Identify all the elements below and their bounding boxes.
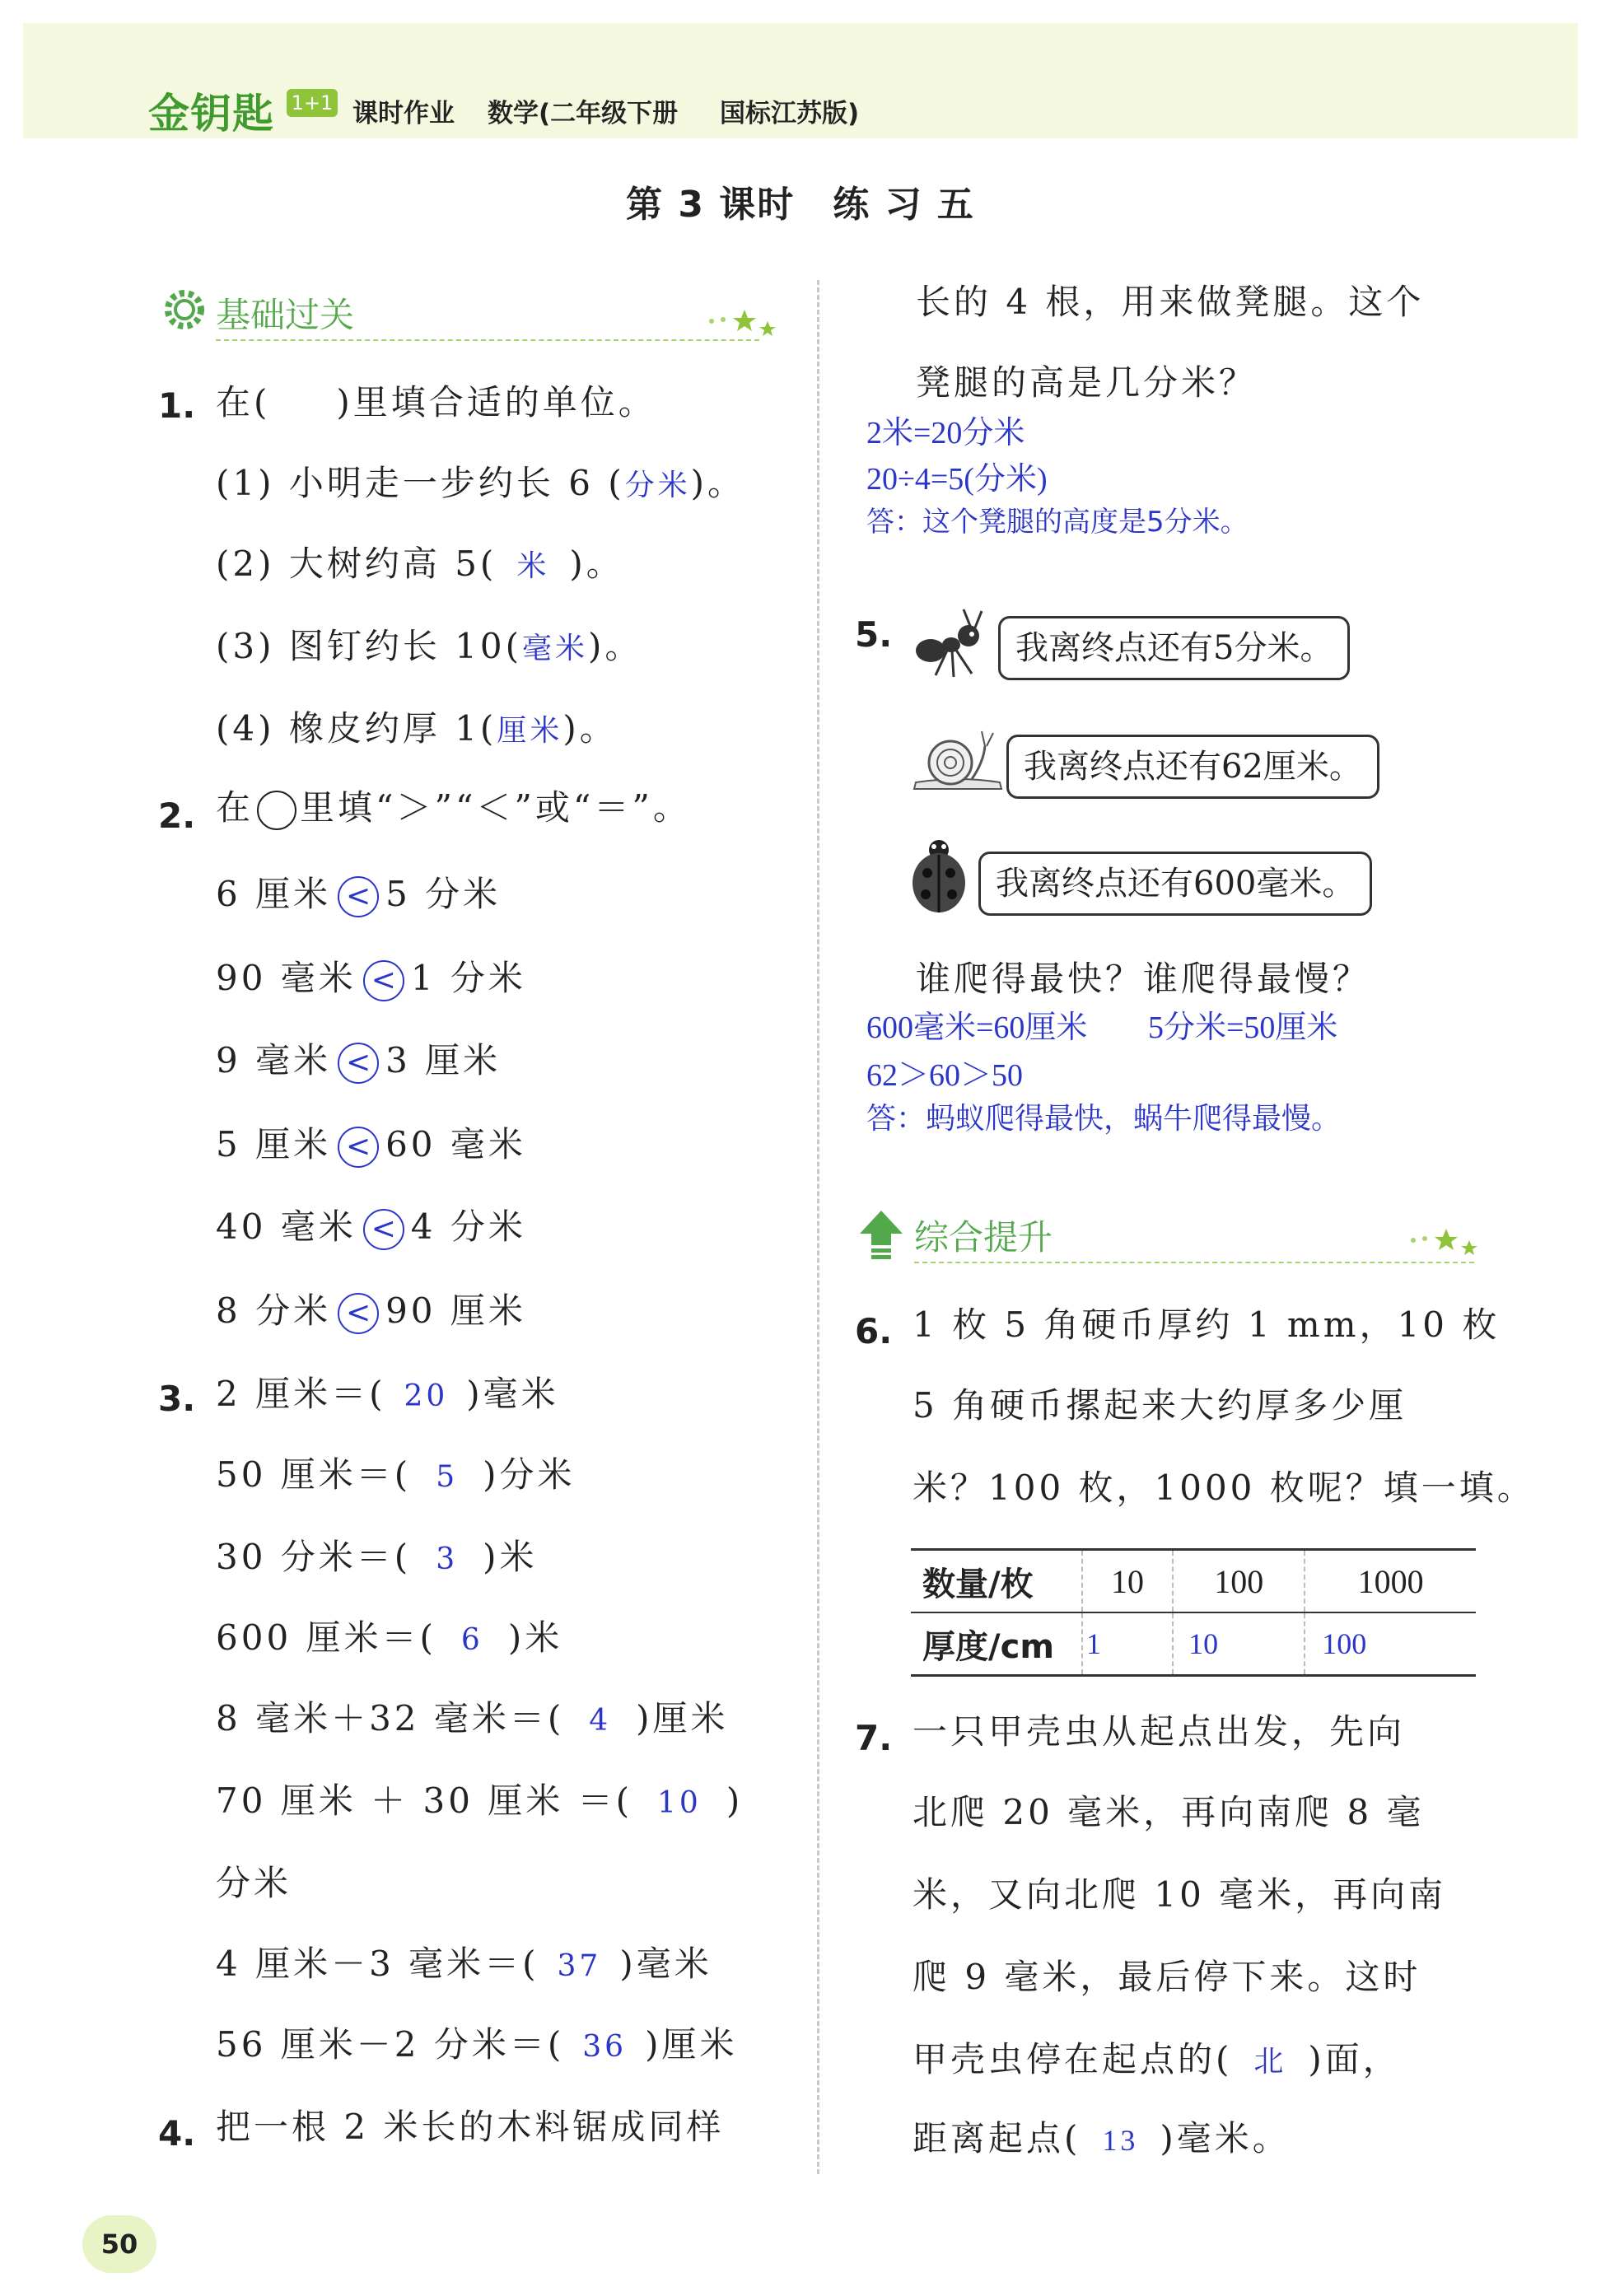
- q3-answer-7: 37: [557, 1949, 602, 1983]
- q3-item-2: 50 厘米＝( 5 )分米: [216, 1454, 576, 1495]
- q2-item-6: 8 分米 < 90 厘米: [216, 1293, 526, 1334]
- q4-line-1: 把一根 2 米长的木料锯成同样: [216, 2107, 725, 2147]
- table-cell: 10: [1082, 1551, 1173, 1612]
- table-row: [911, 1612, 1476, 1674]
- q1-answer-3: 毫米: [522, 632, 589, 665]
- q3-item-5: 8 毫米＋32 毫米＝( 4 )厘米: [216, 1698, 729, 1738]
- snail-speech-bubble: 我离终点还有62厘米。: [1006, 735, 1379, 799]
- upgrade-arrow-icon: [857, 1207, 906, 1263]
- brand-badge: 1+1: [287, 89, 338, 117]
- q1-item-1: (1) 小明走一步约长 6 (分米)。: [216, 463, 746, 503]
- q1-item-4: (4) 橡皮约厚 1(厘米)。: [216, 708, 618, 749]
- q7-number: 7.: [855, 1718, 893, 1758]
- q5-answer-compare: 62＞60＞50: [866, 1058, 1024, 1093]
- q7-line-4: 爬 9 毫米，最后停下来。这时: [913, 1957, 1421, 1997]
- q2-answer-3: <: [338, 1043, 379, 1084]
- q1-item-3: (3) 图钉约长 10(毫米)。: [216, 626, 643, 666]
- q3-item-3: 30 分米＝( 3 )米: [216, 1537, 538, 1577]
- q3-answer-1: 20: [404, 1379, 449, 1413]
- q4-number: 4.: [158, 2113, 196, 2154]
- page-title: 第 3 课时 练 习 五: [626, 184, 975, 226]
- q2-item-2: 90 毫米 < 1 分米: [216, 960, 526, 1001]
- q6-table: [911, 1548, 1476, 1677]
- ant-speech-bubble: 我离终点还有5分米。: [998, 616, 1350, 680]
- q7-answer-distance: 13: [1102, 2124, 1139, 2157]
- section-advanced-rule: [914, 1262, 1474, 1263]
- q7-line-5: 甲壳虫停在起点的( 北 )面，: [913, 2039, 1401, 2079]
- q7-line-2: 北爬 20 毫米，再向南爬 8 毫: [913, 1792, 1425, 1832]
- q4-line-3: 凳腿的高是几分米？: [916, 362, 1258, 403]
- q5-answer-conversion-1: 600毫米=60厘米: [866, 1010, 1088, 1045]
- column-divider: [817, 280, 819, 2174]
- q3-item-4: 600 厘米＝( 6 )米: [216, 1617, 563, 1658]
- table-cell: 100: [1173, 1551, 1305, 1612]
- q7-line-6: 距离起点( 13 )毫米。: [913, 2118, 1291, 2158]
- table-header-thickness: 厚度/cm: [911, 1612, 1082, 1674]
- q2-answer-4: <: [338, 1127, 379, 1168]
- q5-number: 5.: [855, 614, 893, 655]
- q6-line-1: 1 枚 5 角硬币厚约 1 mm，10 枚: [913, 1304, 1501, 1345]
- q1-answer-1: 分米: [624, 469, 691, 502]
- q3-item-7: 4 厘米－3 毫米＝( 37 )毫米: [216, 1944, 712, 1984]
- table-cell: 1000: [1305, 1551, 1476, 1612]
- q2-number: 2.: [158, 796, 196, 836]
- q1-item-2: (2) 大树约高 5( 米 )。: [216, 544, 624, 584]
- q3-answer-8: 36: [582, 2030, 628, 2064]
- edition-label: 国标江苏版): [720, 99, 860, 128]
- q2-answer-2: <: [363, 960, 404, 1001]
- q2-stem: 在 里填“＞”“＜”或“＝”。: [216, 791, 691, 830]
- table-answer-cell: 10: [1173, 1612, 1305, 1674]
- q2-item-1: 6 厘米 < 5 分米: [216, 876, 501, 917]
- q2-answer-6: <: [338, 1293, 379, 1334]
- q4-answer-line-1: 2米=20分米: [866, 416, 1025, 450]
- q3-item-6-unit: 分米: [216, 1863, 292, 1903]
- table-answer-cell: 100: [1322, 1627, 1367, 1660]
- q3-answer-4: 6: [460, 1623, 483, 1657]
- q1-stem: 在( )里填合适的单位。: [216, 382, 656, 422]
- section-basic-rule: [216, 339, 759, 341]
- q4-answer-line-2: 20÷4=5(分米): [866, 462, 1048, 497]
- star-decoration-icon: [1405, 1225, 1479, 1262]
- q6-line-2: 5 角硬币摞起来大约厚多少厘: [913, 1385, 1407, 1426]
- q3-answer-5: 4: [589, 1704, 612, 1738]
- ladybug-icon: [906, 835, 972, 921]
- q7-line-3: 米，又向北爬 10 毫米，再向南: [913, 1874, 1447, 1915]
- q7-line-1: 一只甲壳虫从起点出发，先向: [913, 1711, 1406, 1752]
- q3-answer-6: 10: [657, 1786, 702, 1820]
- page-number: 50: [82, 2215, 156, 2273]
- q2-answer-5: <: [363, 1209, 404, 1250]
- table-answer-cell: 1: [1082, 1612, 1173, 1674]
- ladybug-speech-bubble: 我离终点还有600毫米。: [978, 852, 1372, 916]
- section-advanced-title: 综合提升: [914, 1217, 1053, 1258]
- section-basic-title: 基础过关: [216, 295, 355, 335]
- q1-answer-4: 厘米: [497, 714, 563, 748]
- q5-answer-final: 答：蚂蚁爬得最快，蜗牛爬得最慢。: [866, 1102, 1342, 1136]
- q3-item-6: 70 厘米 ＋ 30 厘米 ＝( 10 ): [216, 1780, 744, 1821]
- table-header-quantity: 数量/枚: [911, 1551, 1082, 1612]
- q3-answer-2: 5: [436, 1460, 459, 1494]
- q2-answer-1: <: [338, 876, 379, 917]
- table-row: [911, 1551, 1476, 1612]
- q3-answer-3: 3: [436, 1542, 459, 1576]
- q2-item-3: 9 毫米 < 3 厘米: [216, 1043, 501, 1084]
- q5-answer-conversion-2: 5分米=50厘米: [1148, 1010, 1338, 1045]
- q6-number: 6.: [855, 1311, 893, 1351]
- q3-item-1: 2 厘米＝( 20 )毫米: [216, 1374, 559, 1414]
- star-decoration-icon: [703, 306, 777, 343]
- blank-circle-icon: [257, 791, 296, 830]
- q4-line-2: 长的 4 根，用来做凳腿。这个: [916, 282, 1425, 322]
- ant-icon: [906, 600, 997, 693]
- q5-question: 谁爬得最快？谁爬得最慢？: [916, 959, 1371, 999]
- brand-logo: 金钥匙: [148, 90, 274, 138]
- q6-line-3: 米？100 枚，1000 枚呢？填一填。: [913, 1468, 1535, 1508]
- snail-icon: [909, 721, 1008, 799]
- gear-icon: [161, 287, 208, 336]
- series-label: 课时作业: [352, 99, 455, 128]
- q2-item-4: 5 厘米 < 60 毫米: [216, 1127, 526, 1168]
- q4-answer-line-3: 答：这个凳腿的高度是5分米。: [866, 506, 1249, 539]
- q3-item-8: 56 厘米－2 分米＝( 36 )厘米: [216, 2024, 738, 2065]
- q1-answer-2: 米: [516, 549, 550, 583]
- q7-answer-direction: 北: [1253, 2045, 1287, 2079]
- q3-number: 3.: [158, 1379, 196, 1419]
- q2-item-5: 40 毫米 < 4 分米: [216, 1209, 526, 1250]
- q1-number: 1.: [158, 385, 196, 426]
- subject-label: 数学(二年级下册: [488, 99, 679, 128]
